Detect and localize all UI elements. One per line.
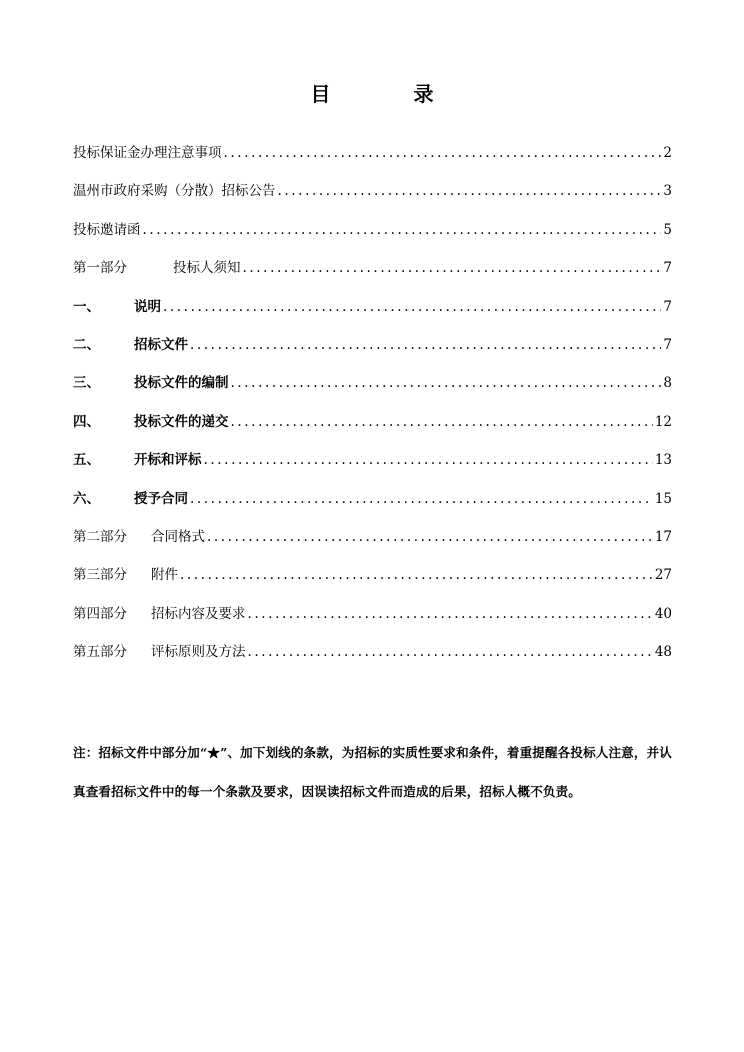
toc-entry-page: 2 bbox=[663, 145, 672, 161]
toc-entry[interactable] bbox=[73, 450, 672, 488]
toc-entry-page: 17 bbox=[654, 528, 672, 545]
toc-entry-label: 招标内容及要求 bbox=[151, 605, 246, 622]
toc-entry[interactable] bbox=[73, 565, 672, 603]
toc-leader-dots bbox=[143, 220, 662, 240]
toc-entry-label: 投标人须知 bbox=[173, 260, 241, 277]
toc-entry-number: 第二部分 bbox=[73, 528, 127, 545]
toc-entry[interactable] bbox=[73, 373, 672, 411]
toc-entry-label: 投标文件的编制 bbox=[134, 375, 229, 392]
toc-entry-number: 第三部分 bbox=[73, 567, 127, 584]
toc-entry-label: 附件 bbox=[151, 567, 178, 584]
toc-entry[interactable] bbox=[73, 412, 672, 450]
toc-leader-dots bbox=[207, 527, 653, 547]
toc-entry-page: 5 bbox=[663, 221, 672, 238]
toc-leader-dots bbox=[231, 373, 662, 393]
toc-leader-dots bbox=[231, 412, 653, 432]
toc-leader-dots bbox=[204, 450, 653, 470]
toc-leader-dots bbox=[278, 181, 662, 201]
toc-entry-number: 第四部分 bbox=[73, 605, 127, 622]
toc-entry-number: 第一部分 bbox=[73, 260, 127, 277]
toc-entry-label: 开标和评标 bbox=[134, 452, 202, 469]
toc-entry-label: 温州市政府采购（分散）招标公告 bbox=[73, 183, 276, 200]
toc-leader-dots bbox=[190, 489, 653, 509]
toc-entry-page: 3 bbox=[663, 183, 672, 200]
toc-entry-page: 27 bbox=[654, 567, 672, 584]
toc-entry-label: 说明 bbox=[134, 298, 161, 315]
toc-leader-dots bbox=[248, 642, 653, 662]
toc-entry-page: 8 bbox=[663, 375, 672, 392]
toc-entry-label: 合同格式 bbox=[151, 528, 205, 545]
toc-entry-number: 一、 bbox=[73, 298, 100, 315]
toc-entry[interactable] bbox=[73, 604, 672, 642]
toc-entry[interactable] bbox=[73, 642, 672, 680]
toc-entry[interactable] bbox=[73, 258, 672, 296]
toc-leader-dots bbox=[163, 297, 661, 317]
toc-entry-number: 六、 bbox=[73, 490, 100, 507]
toc-entry-number: 二、 bbox=[73, 336, 100, 353]
toc-leader-dots bbox=[190, 335, 661, 355]
toc-entry-number: 第五部分 bbox=[73, 644, 127, 661]
toc-leader-dots bbox=[224, 143, 662, 163]
toc-leader-dots bbox=[180, 565, 653, 585]
toc-entry-number: 四、 bbox=[73, 413, 100, 430]
toc-entry-label: 投标邀请函 bbox=[73, 221, 141, 238]
toc-entry-page: 15 bbox=[654, 490, 672, 507]
footnote: 注：招标文件中部分加“★”、加下划线的条款，为招标的实质性要求和条件，着重提醒各投标人注意，并认真查看招标文件中的每一个条款及要求，因误读招标文件而造成的后果，招标人概不负责。 bbox=[73, 745, 672, 799]
toc-entry[interactable] bbox=[73, 335, 672, 373]
toc-entry[interactable] bbox=[73, 297, 672, 335]
toc-leader-dots bbox=[248, 604, 653, 624]
toc-entry-page: 13 bbox=[654, 452, 672, 469]
page-title: 目 录 bbox=[310, 82, 472, 106]
toc-entry-page: 7 bbox=[663, 336, 672, 353]
table-of-contents bbox=[73, 143, 672, 680]
toc-entry-label: 评标原则及方法 bbox=[151, 644, 246, 661]
toc-entry-page: 40 bbox=[654, 605, 672, 622]
toc-entry-number: 五、 bbox=[73, 452, 100, 469]
toc-entry-page: 12 bbox=[654, 413, 672, 430]
toc-entry[interactable] bbox=[73, 527, 672, 565]
toc-entry[interactable] bbox=[73, 489, 672, 527]
toc-leader-dots bbox=[243, 258, 662, 278]
toc-entry-page: 7 bbox=[663, 298, 672, 315]
toc-entry[interactable] bbox=[73, 181, 672, 219]
toc-entry-label: 投标保证金办理注意事项 bbox=[73, 145, 222, 161]
toc-entry-page: 48 bbox=[654, 644, 672, 661]
toc-entry-number: 三、 bbox=[73, 375, 100, 392]
toc-entry-label: 招标文件 bbox=[134, 336, 188, 353]
toc-entry-page: 7 bbox=[663, 260, 672, 277]
toc-entry[interactable] bbox=[73, 143, 672, 181]
toc-entry-label: 投标文件的递交 bbox=[134, 413, 229, 430]
toc-entry[interactable] bbox=[73, 220, 672, 258]
toc-entry-label: 授予合同 bbox=[134, 490, 188, 507]
